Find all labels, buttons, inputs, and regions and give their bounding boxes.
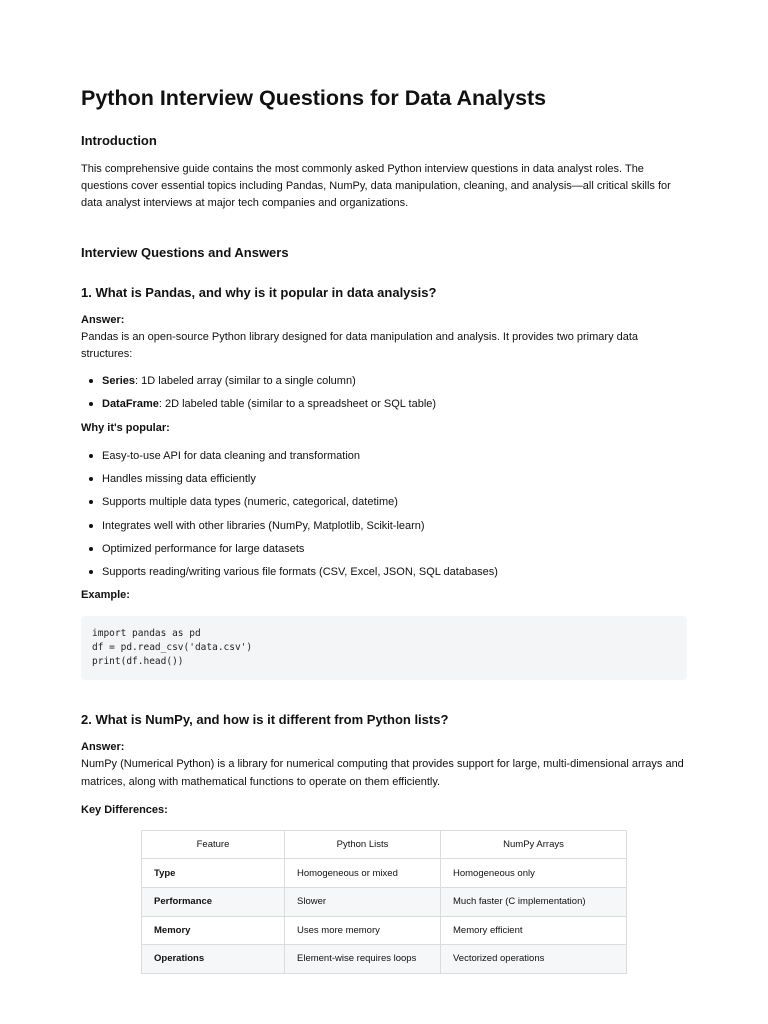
list-item: Supports multiple data types (numeric, categorical, datetime)	[102, 495, 687, 509]
list-item: Optimized performance for large datasets	[102, 542, 687, 556]
q1-reasons-list	[81, 449, 687, 579]
page-title: Python Interview Questions for Data Analysts	[81, 86, 547, 110]
q1-structures-list	[81, 374, 687, 411]
table-cell: Homogeneous only	[441, 859, 627, 888]
table-cell: Vectorized operations	[441, 945, 627, 974]
table-row	[142, 887, 627, 916]
header-feature: Feature	[142, 830, 285, 859]
structure-term: Series	[102, 375, 136, 388]
table-row	[142, 859, 627, 888]
table-cell: Memory efficient	[441, 916, 627, 945]
table-cell: Much faster (C implementation)	[441, 887, 627, 916]
header-python-lists: Python Lists	[285, 830, 441, 859]
table-cell: Performance	[142, 887, 285, 916]
qa-section-heading: Interview Questions and Answers	[81, 244, 289, 260]
table-row	[142, 945, 627, 974]
q2-differences-label: Key Differences:	[81, 803, 168, 816]
table-cell: Uses more memory	[285, 916, 441, 945]
structure-desc: : 1D labeled array (similar to a single column)	[135, 375, 356, 388]
table-cell: Memory	[142, 916, 285, 945]
q1-why-label: Why it's popular:	[81, 421, 170, 434]
header-numpy-arrays: NumPy Arrays	[441, 830, 627, 859]
intro-paragraph: This comprehensive guide contains the most commonly asked Python interview questions in data analyst roles. The questions cover essential topics including Pandas, NumPy, data manipulation, cleaning, and analysis—all critical skills for data analyst interviews at major tech companies and organizations.	[81, 163, 671, 210]
table-cell: Operations	[142, 945, 285, 974]
intro-heading: Introduction	[81, 133, 157, 148]
structure-term: DataFrame	[102, 398, 159, 411]
table-cell: Element-wise requires loops	[285, 945, 441, 974]
list-item: Supports reading/writing various file formats (CSV, Excel, JSON, SQL databases)	[102, 565, 687, 579]
table-cell: Type	[142, 859, 285, 888]
list-item: Handles missing data efficiently	[102, 472, 687, 486]
question-1-heading: 1. What is Pandas, and why is it popular in data analysis?	[81, 284, 437, 300]
q1-answer-text: Pandas is an open-source Python library designed for data manipulation and analysis. It provides two primary data structures:	[81, 330, 639, 360]
table-cell: Homogeneous or mixed	[285, 859, 441, 888]
list-item: Integrates well with other libraries (NumPy, Matplotlib, Scikit-learn)	[102, 519, 687, 533]
q2-answer-label: Answer:	[81, 741, 125, 754]
list-item: Easy-to-use API for data cleaning and transformation	[102, 449, 687, 463]
q1-example-label: Example:	[81, 589, 130, 602]
code-block: import pandas as pd df = pd.read_csv('data.csv') print(df.head())	[81, 616, 687, 680]
list-item	[102, 374, 687, 388]
q1-answer-label: Answer:	[81, 313, 125, 326]
table-cell: Slower	[285, 887, 441, 916]
q2-answer-text: NumPy (Numerical Python) is a library for numerical computing that provides support for large, multi-dimensional arrays and matrices, along with mathematical functions to operate on them efficiently.	[81, 758, 684, 788]
list-item	[102, 397, 687, 411]
differences-table	[141, 830, 627, 974]
table-header-row	[142, 830, 627, 859]
table-row	[142, 916, 627, 945]
question-2-heading: 2. What is NumPy, and how is it different from Python lists?	[81, 712, 449, 728]
structure-desc: : 2D labeled table (similar to a spreadsheet or SQL table)	[158, 398, 437, 411]
